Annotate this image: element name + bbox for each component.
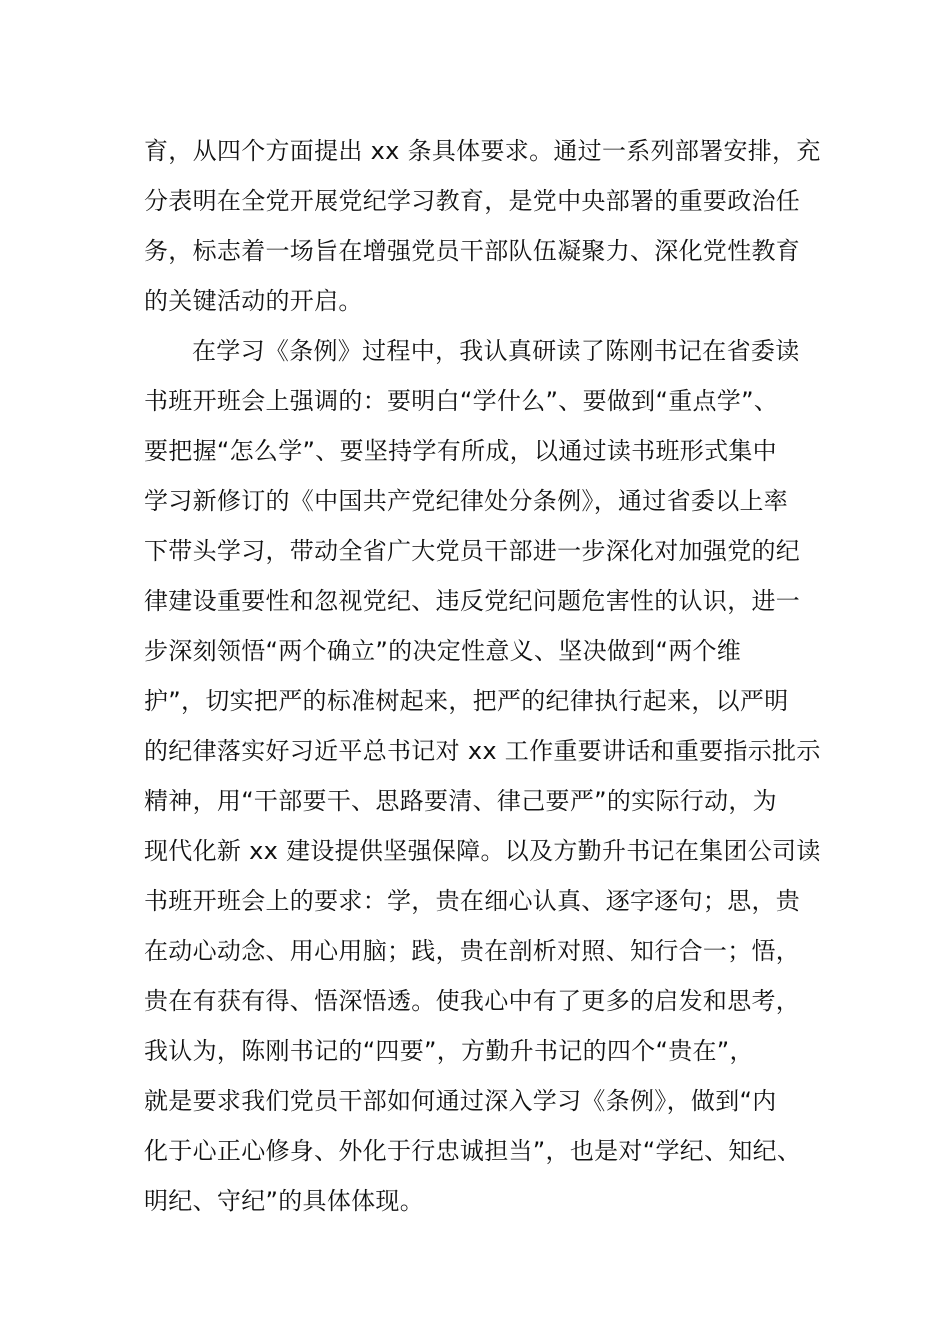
paragraph-line: 律建设重要性和忽视党纪、违反党纪问题危害性的认识，进一 [144, 587, 801, 615]
paragraph-line: 我认为，陈刚书记的“四要”，方勤升书记的四个“贵在”， [144, 1037, 754, 1065]
paragraph-line: 护”，切实把严的标准树起来，把严的纪律执行起来，以严明 [144, 687, 789, 715]
paragraph-line: 的关键活动的开启。 [144, 287, 363, 315]
paragraph-line: 化于心正心修身、外化于行忠诚担当”，也是对“学纪、知纪、 [144, 1137, 802, 1165]
paragraph-line: 务，标志着一场旨在增强党员干部队伍凝聚力、深化党性教育 [144, 237, 801, 265]
paragraph-line: 就是要求我们党员干部如何通过深入学习《条例》，做到“内 [144, 1087, 777, 1115]
paragraph-line: 书班开班会上的要求：学，贵在细心认真、逐字逐句；思，贵 [144, 887, 801, 915]
paragraph-line: 在动心动念、用心用脑；践，贵在剖析对照、知行合一；悟， [144, 937, 801, 965]
paragraph-line: 的纪律落实好习近平总书记对 xx 工作重要讲话和重要指示批示 [144, 737, 821, 765]
paragraph-line: 精神，用“干部要干、思路要清、律己要严”的实际行动，为 [144, 787, 777, 815]
paragraph-line: 分表明在全党开展党纪学习教育，是党中央部署的重要政治任 [144, 187, 801, 215]
paragraph-line: 要把握“怎么学”、要坚持学有所成，以通过读书班形式集中 [144, 437, 777, 465]
paragraph-line: 在学习《条例》过程中，我认真研读了陈刚书记在省委读 [192, 337, 800, 365]
paragraph-line: 书班开班会上强调的：要明白“学什么”、要做到“重点学”、 [144, 387, 779, 415]
paragraph-line: 学习新修订的《中国共产党纪律处分条例》，通过省委以上率 [144, 487, 789, 515]
paragraph-line: 明纪、守纪”的具体体现。 [144, 1187, 425, 1215]
paragraph-line: 下带头学习，带动全省广大党员干部进一步深化对加强党的纪 [144, 537, 801, 565]
paragraph-line: 步深刻领悟“两个确立”的决定性意义、坚决做到“两个维 [144, 637, 742, 665]
paragraph-line: 育，从四个方面提出 xx 条具体要求。通过一系列部署安排，充 [144, 137, 821, 165]
paragraph-line: 贵在有获有得、悟深悟透。使我心中有了更多的启发和思考， [144, 987, 801, 1015]
paragraph-line: 现代化新 xx 建设提供坚强保障。以及方勤升书记在集团公司读 [144, 837, 821, 865]
